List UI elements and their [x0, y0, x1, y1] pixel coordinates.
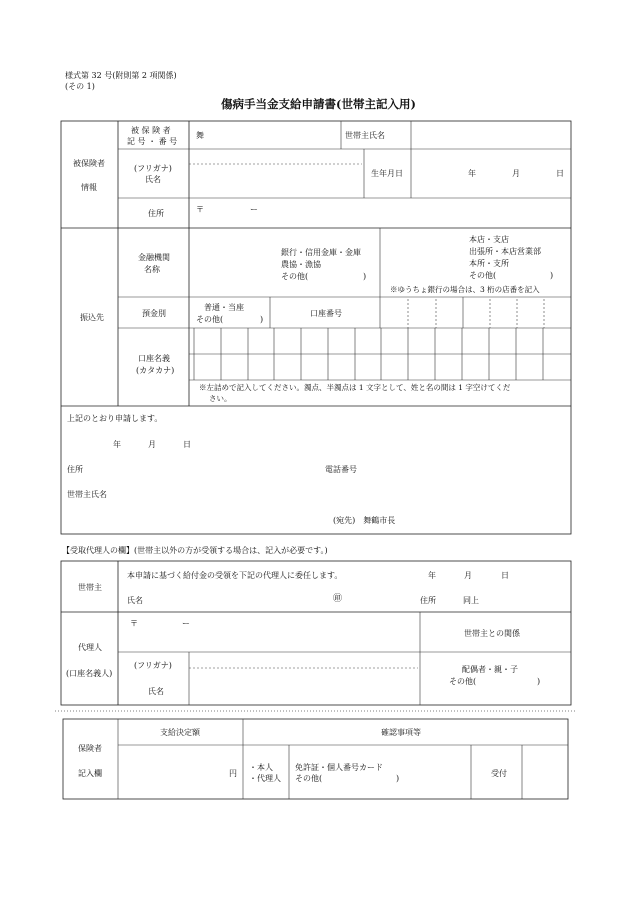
branch-option-2: 出張所・本店営業部	[469, 247, 541, 256]
insurer-label: 保険者	[78, 744, 102, 753]
agent-postal-mark: 〒	[130, 619, 138, 628]
bank-types-3-close: )	[363, 272, 367, 281]
insured-furigana-field[interactable]	[191, 151, 361, 163]
applicant-phone-label: 電話番号	[325, 465, 357, 474]
bank-types-2: 農協・漁協	[281, 260, 321, 269]
form-number: 様式第 32 号(附則第 2 項関係)	[65, 71, 177, 80]
applicant-householder-field[interactable]	[115, 485, 415, 501]
delegation-month: 月	[464, 571, 472, 580]
insured-number-field[interactable]	[210, 123, 338, 147]
account-number-field[interactable]	[382, 299, 569, 326]
relation-label: 世帯主との関係	[464, 629, 520, 638]
householder-name-field[interactable]	[413, 123, 569, 147]
insured-name-label: 氏名	[145, 175, 161, 184]
applicant-address-field[interactable]	[90, 460, 310, 476]
delegator-name-field[interactable]	[150, 591, 325, 607]
agent-furigana-label: (フリガナ)	[134, 661, 172, 670]
branch-option-4: その他(	[469, 271, 497, 280]
deposit-type-label: 預金別	[142, 309, 166, 318]
dob-month: 月	[512, 169, 520, 178]
account-holder-label: 口座名義	[138, 354, 170, 363]
agent-label: 代理人	[78, 643, 102, 652]
account-holder-label-2: (カタカナ)	[136, 366, 175, 375]
relation-other: その他(	[449, 677, 477, 686]
decision-amount-field[interactable]	[120, 747, 230, 797]
application-day: 日	[183, 440, 191, 449]
insured-furigana-label: (フリガナ)	[134, 164, 172, 173]
dob-label: 生年月日	[371, 169, 403, 178]
branch-option-4-close: )	[550, 271, 554, 280]
bank-name-field[interactable]	[191, 230, 378, 295]
application-date-field[interactable]	[80, 436, 195, 452]
insured-name-field[interactable]	[191, 166, 361, 196]
delegator-name-label: 氏名	[127, 596, 143, 605]
postal-dash: ー	[250, 205, 258, 214]
bank-name-label-2: 名称	[144, 265, 160, 274]
bank-types-3: その他(	[281, 272, 309, 281]
holder-note-line-1: ※左詰めで記入してください。濁点、半濁点は 1 文字として、姓と名の間は 1 字空けてくだ	[199, 383, 511, 392]
person-option-self: ・本人	[249, 763, 273, 772]
agent-furigana-field[interactable]	[191, 654, 417, 667]
deposit-types-1: 普通・当座	[204, 303, 244, 312]
account-number-label: 口座番号	[310, 309, 342, 318]
addressee: (宛先) 舞鶴市長	[333, 516, 396, 525]
agent-address-field[interactable]	[120, 614, 418, 650]
delegation-text: 本申請に基づく給付金の受領を下記の代理人に委任します。	[127, 571, 343, 580]
insured-section-label: 被保険者	[73, 159, 105, 168]
account-holder-kana-field[interactable]	[194, 330, 569, 378]
deposit-types-2: その他(	[196, 315, 224, 324]
decision-amount-label: 支給決定額	[160, 728, 200, 737]
applicant-householder-label: 世帯主氏名	[67, 490, 107, 499]
householder-name-label: 世帯主氏名	[345, 131, 385, 140]
same-as-above: 同上	[463, 596, 479, 605]
holder-note-line-2: さい。	[209, 394, 232, 403]
insured-number-label-2: 記 号 ・ 番 号	[127, 137, 178, 146]
branch-option-3: 本所・支所	[469, 259, 509, 268]
insured-address-field[interactable]	[191, 200, 569, 226]
applicant-address-label: 住所	[67, 465, 83, 474]
form-part: (その 1)	[65, 82, 95, 91]
person-option-agent: ・代理人	[249, 774, 281, 783]
insured-number-label: 被 保 険 者	[131, 126, 171, 135]
yen-label: 円	[229, 769, 237, 778]
agent-name-field[interactable]	[191, 670, 417, 703]
yucho-note: ※ゆうちょ銀行の場合は、3 桁の店番を記入	[390, 285, 540, 294]
insured-section-label-2: 情報	[81, 183, 97, 192]
application-month: 月	[148, 440, 156, 449]
relation-other-close: )	[537, 677, 541, 686]
delegation-year: 年	[428, 571, 436, 580]
agent-postal-dash: ー	[182, 619, 190, 628]
seal-mark: ㊞	[333, 594, 343, 604]
relation-options: 配偶者・親・子	[462, 665, 518, 674]
delegation-day: 日	[501, 571, 509, 580]
proxy-householder-label: 世帯主	[78, 583, 102, 592]
receipt-label: 受付	[491, 769, 507, 778]
docs-option-2: その他(	[295, 774, 323, 783]
relation-field[interactable]	[422, 654, 569, 703]
dob-year: 年	[468, 169, 476, 178]
insured-number-prefix: 舞	[196, 131, 204, 140]
applicant-phone-field[interactable]	[365, 460, 565, 476]
deposit-type-field[interactable]	[191, 299, 268, 326]
application-year: 年	[113, 440, 121, 449]
dob-field[interactable]	[413, 151, 569, 196]
branch-option-1: 本店・支店	[469, 235, 509, 244]
docs-option-1: 免許証・個人番号カード	[295, 763, 383, 772]
confirmation-label: 確認事項等	[381, 728, 421, 737]
deposit-types-2-close: )	[260, 315, 264, 324]
transfer-section-label: 振込先	[80, 313, 104, 322]
bank-name-label: 金融機関	[138, 253, 170, 262]
bank-types-1: 銀行・信用金庫・金庫	[281, 248, 361, 257]
docs-option-2-close: )	[396, 774, 400, 783]
insurer-label-2: 記入欄	[78, 769, 102, 778]
delegator-address-label: 住所	[420, 596, 436, 605]
insured-address-label: 住所	[148, 209, 164, 218]
postal-mark: 〒	[196, 205, 204, 214]
branch-name-field[interactable]	[382, 230, 467, 282]
application-statement: 上記のとおり申請します。	[67, 414, 163, 423]
receipt-field[interactable]	[524, 747, 566, 797]
proxy-heading: 【受取代理人の欄】(世帯主以外の方が受領する場合は、記入が必要です。)	[62, 546, 328, 555]
form-title: 傷病手当金支給申請書(世帯主記入用)	[221, 97, 416, 111]
dob-day: 日	[556, 169, 564, 178]
agent-name-label: 氏名	[148, 687, 164, 696]
agent-sub-label: (口座名義人)	[66, 669, 113, 678]
